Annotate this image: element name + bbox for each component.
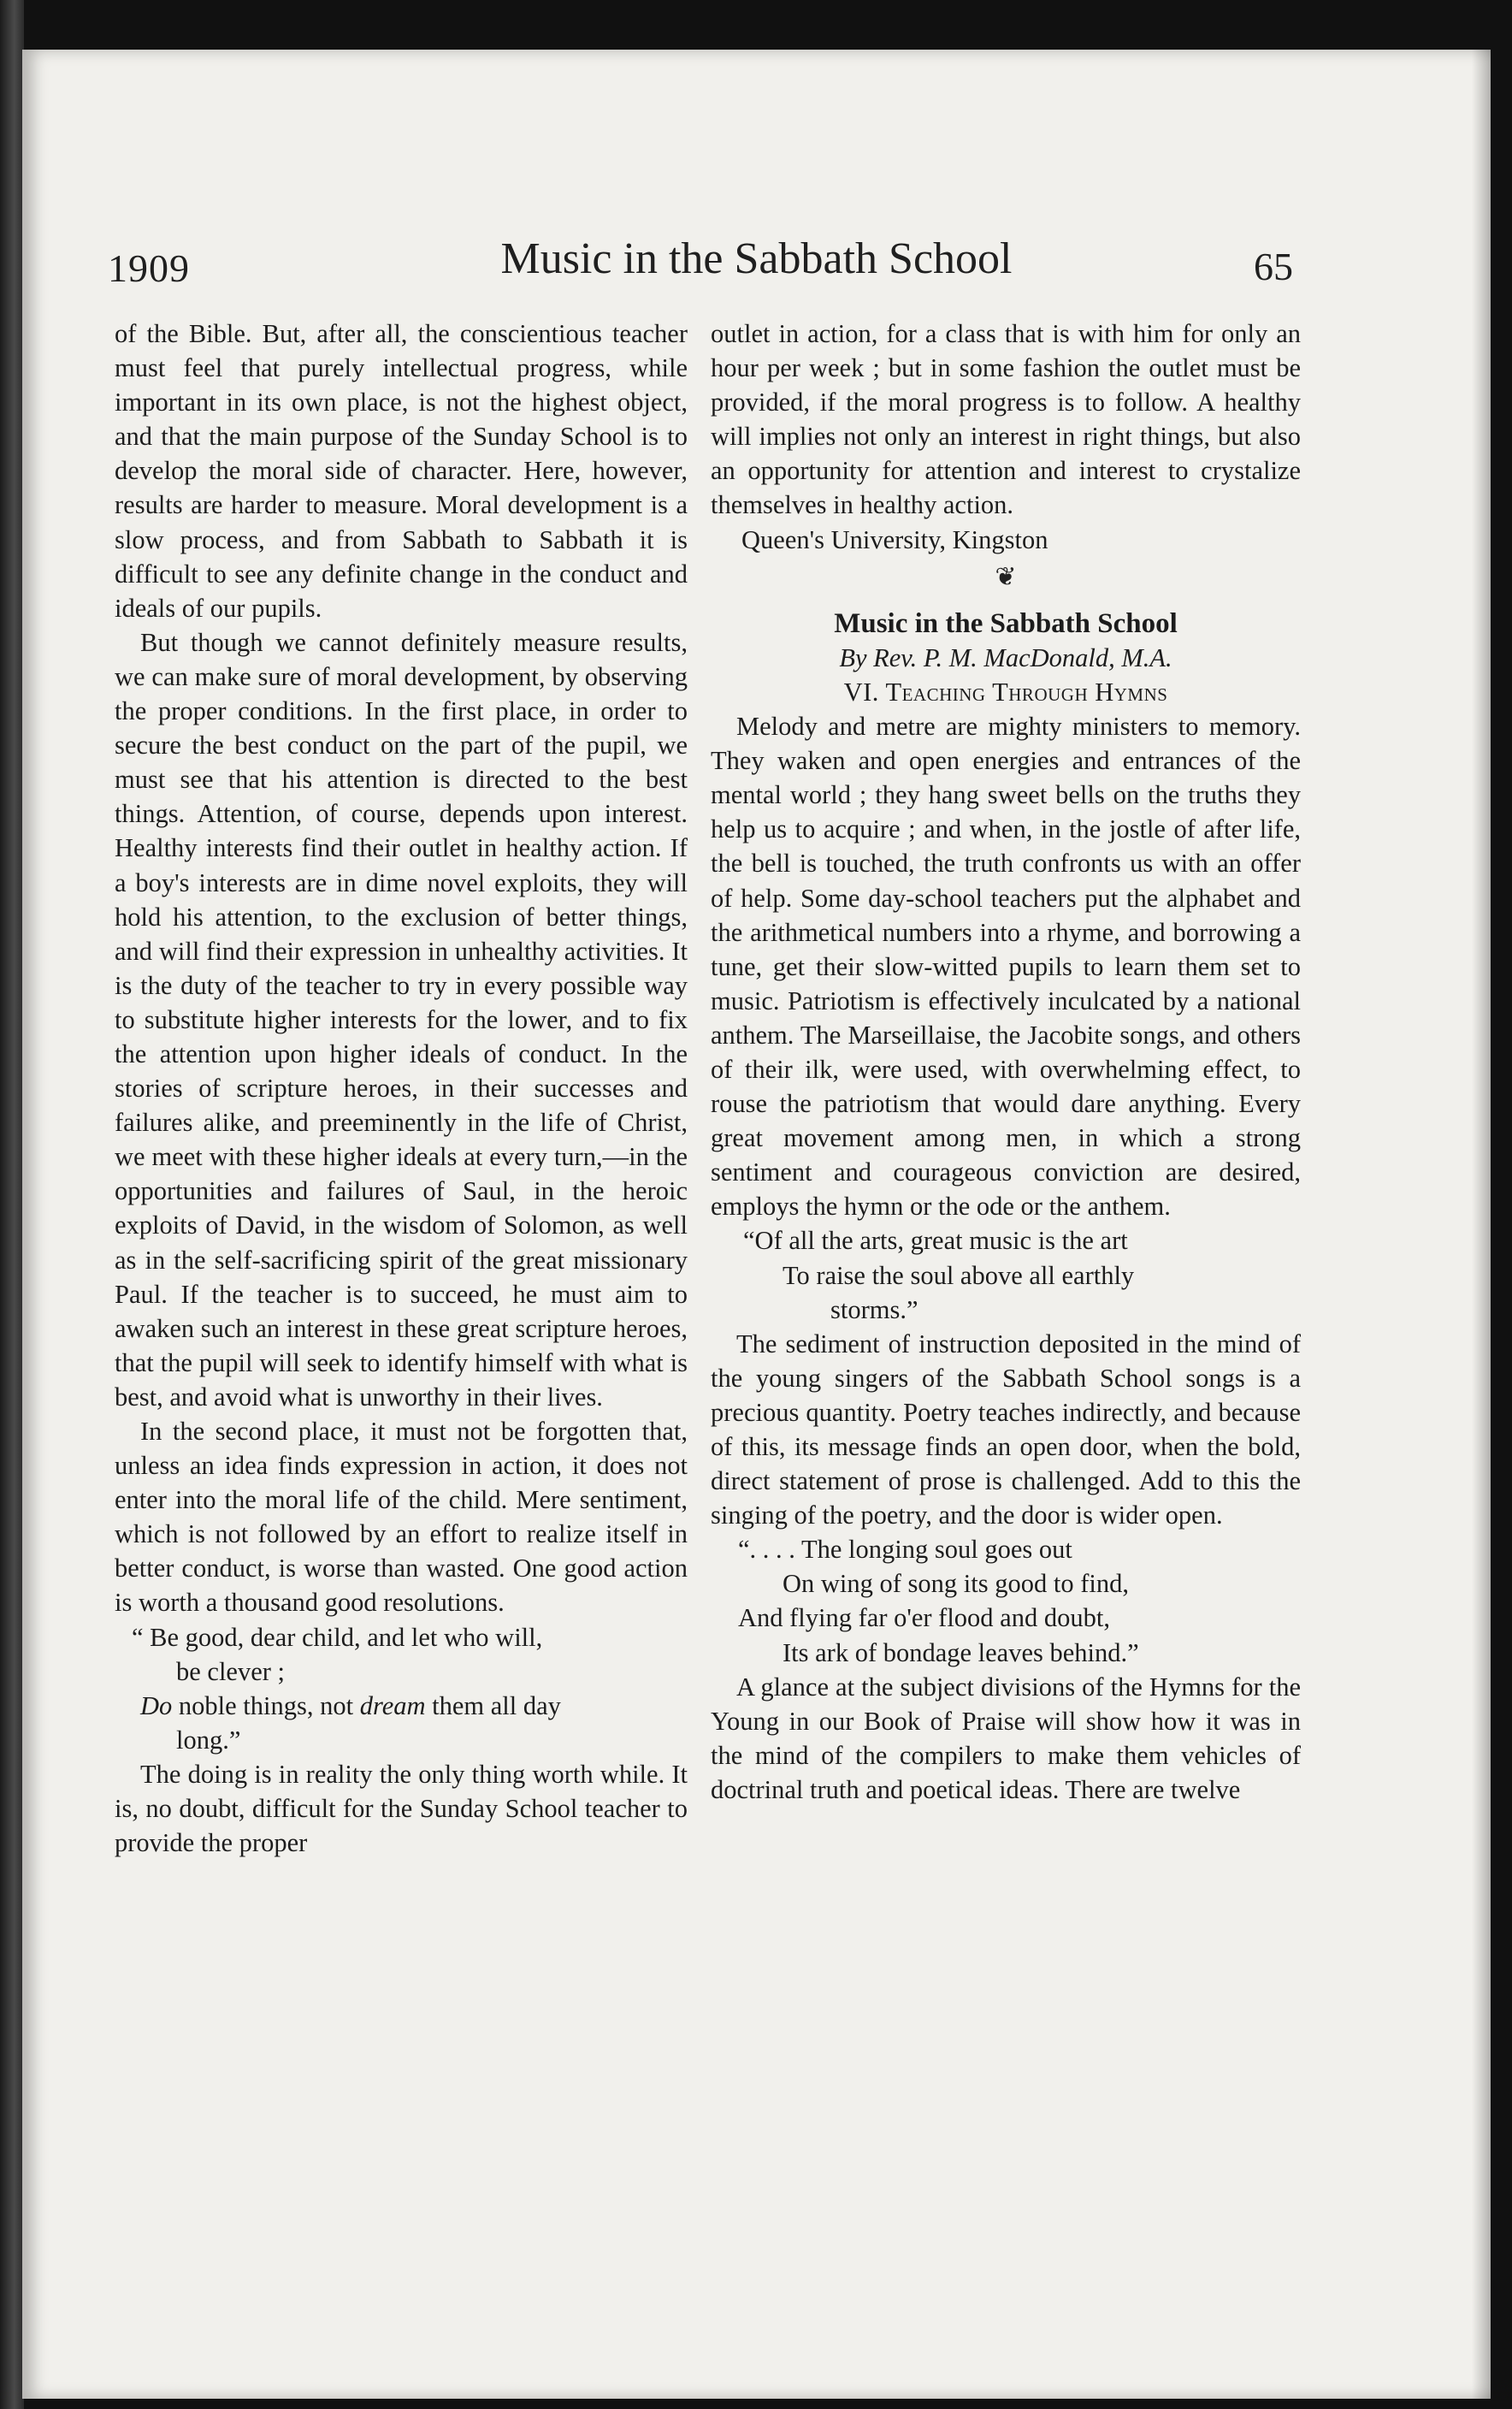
verse-quote: [711, 1532, 1301, 1669]
section-heading: VI. Teaching Through Hymns: [843, 677, 1168, 707]
page-edge-shadow: [1472, 50, 1491, 2399]
scanned-page: [22, 50, 1491, 2399]
paragraph: The sediment of instruction deposited in the mind of the young singers of the Sabbath School songs is a precious quantity. Poetry teaches indirectly, and because of this, its message finds an open door, when the bold, direct statement of prose is challenged. Add to this the singing of the poetry, and the door is wider open.: [711, 1329, 1301, 1530]
verse-line: long.”: [176, 1725, 241, 1755]
paragraph: But though we cannot definitely measure results, we can make sure of moral development, by observing the proper conditions. In the first place, in order to secure the best conduct on the part of the pupil, we must see that his attention is directed to the best things. Attention, of course, depends upon interest. Healthy interests find their outlet in healthy action. If a boy's interests are in dime novel exploits, they will hold his attention, to the exclusion of better things, and will find their expression in unhealthy activities. It is the duty of the teacher to try in every possible way to substitute higher interests for the lower, and to fix the attention upon higher ideals of conduct. In the stories of scripture heroes, in their successes and failures alike, and preeminently in the life of Christ, we meet with these higher ideals at every turn,—in the opportunities and failures of Saul, in the heroic exploits of David, in the wisdom of Solomon, as well as in the self-sacrificing spirit of the great missionary Paul. If the teacher is to succeed, he must aim to awaken such an interest in these great scripture heroes, that the pupil will seek to identify himself with what is best, and avoid what is unworthy in their lives.: [115, 627, 688, 1412]
verse-line: be clever ;: [176, 1656, 286, 1686]
left-column: [115, 317, 688, 1860]
signature-line: Queen's University, Kingston: [741, 524, 1048, 554]
verse-line: To raise the soul above all earthly: [783, 1260, 1135, 1290]
verse-line: storms.”: [830, 1294, 918, 1324]
paragraph: The doing is in reality the only thing worth while. It is, no doubt, difficult for the Sunday School teacher to provide the proper: [115, 1759, 688, 1858]
paragraph: outlet in action, for a class that is with him for only an hour per week ; but in some fashion the outlet must be provided, if the moral progress is to follow. A healthy will implies not only an interest in right things, but also an opportunity for attention and interest to crystalize themselves in healthy action.: [711, 319, 1301, 520]
header-year: 1909: [108, 246, 190, 290]
verse-quote: [711, 1223, 1301, 1326]
book-spine: [0, 0, 24, 2409]
verse-emphasis: Do: [140, 1690, 173, 1720]
paragraph: A glance at the subject divisions of the Hymns for the Young in our Book of Praise will show how it was in the mind of the compilers to make them vehicles of doctrinal truth and poetical ideas. There are twelve: [711, 1672, 1301, 1804]
article-title: Music in the Sabbath School: [834, 607, 1178, 639]
verse-line: Its ark of bondage leaves behind.”: [783, 1637, 1139, 1667]
fleuron-icon: ❦: [995, 562, 1017, 591]
header-title: Music in the Sabbath School: [500, 234, 1013, 283]
right-column: [711, 317, 1301, 1807]
verse-line: “Of all the arts, great music is the art: [743, 1226, 1128, 1256]
verse-line: On wing of song its good to find,: [783, 1569, 1129, 1599]
paragraph: Melody and metre are mighty ministers to memory. They waken and open energies and entrances of the mental world ; they hang sweet bells on the truths they help us to acquire ; and when, in the jostle of after life, the bell is touched, the truth confronts us with an offer of help. Some day-school teachers put the alphabet and the arithmetical numbers into a rhyme, and borrowing a tune, get their slow-witted pupils to learn them set to music. Patriotism is effectively inculcated by a national anthem. The Marseillaise, the Jacobite songs, and others of their ilk, were used, with overwhelming effect, to rouse the patriotism that would dare anything. Every great movement among men, in which a strong sentiment and courageous conviction are desired, employs the hymn or the ode or the anthem.: [711, 712, 1301, 1222]
page-number: 65: [1254, 245, 1293, 288]
verse-line: And flying far o'er flood and doubt,: [738, 1603, 1110, 1633]
verse-quote: [115, 1620, 688, 1757]
running-header: [22, 234, 1491, 302]
verse-text: them all day: [425, 1690, 561, 1720]
verse-text: noble things, not: [172, 1690, 360, 1720]
paragraph: In the second place, it must not be forgotten that, unless an idea finds expression in action, it does not enter into the moral life of the child. Mere sentiment, which is not followed by an effort to realize itself in better conduct, is worse than wasted. One good action is worth a thousand good resolutions.: [115, 1417, 688, 1618]
verse-emphasis: dream: [359, 1690, 426, 1720]
verse-line: “ Be good, dear child, and let who will,: [132, 1622, 543, 1652]
verse-line: [115, 1689, 688, 1723]
article-author: By Rev. P. M. MacDonald, M.A.: [839, 642, 1172, 672]
verse-line: “. . . . The longing soul goes out: [738, 1535, 1072, 1565]
paragraph: of the Bible. But, after all, the conscientious teacher must feel that purely intellectual progress, while important in its own place, is not the highest object, and that the main purpose of the Sunday School is to develop the moral side of character. Here, however, results are harder to measure. Moral development is a slow process, and from Sabbath to Sabbath it is difficult to see any definite change in the conduct and ideals of our pupils.: [115, 319, 688, 623]
